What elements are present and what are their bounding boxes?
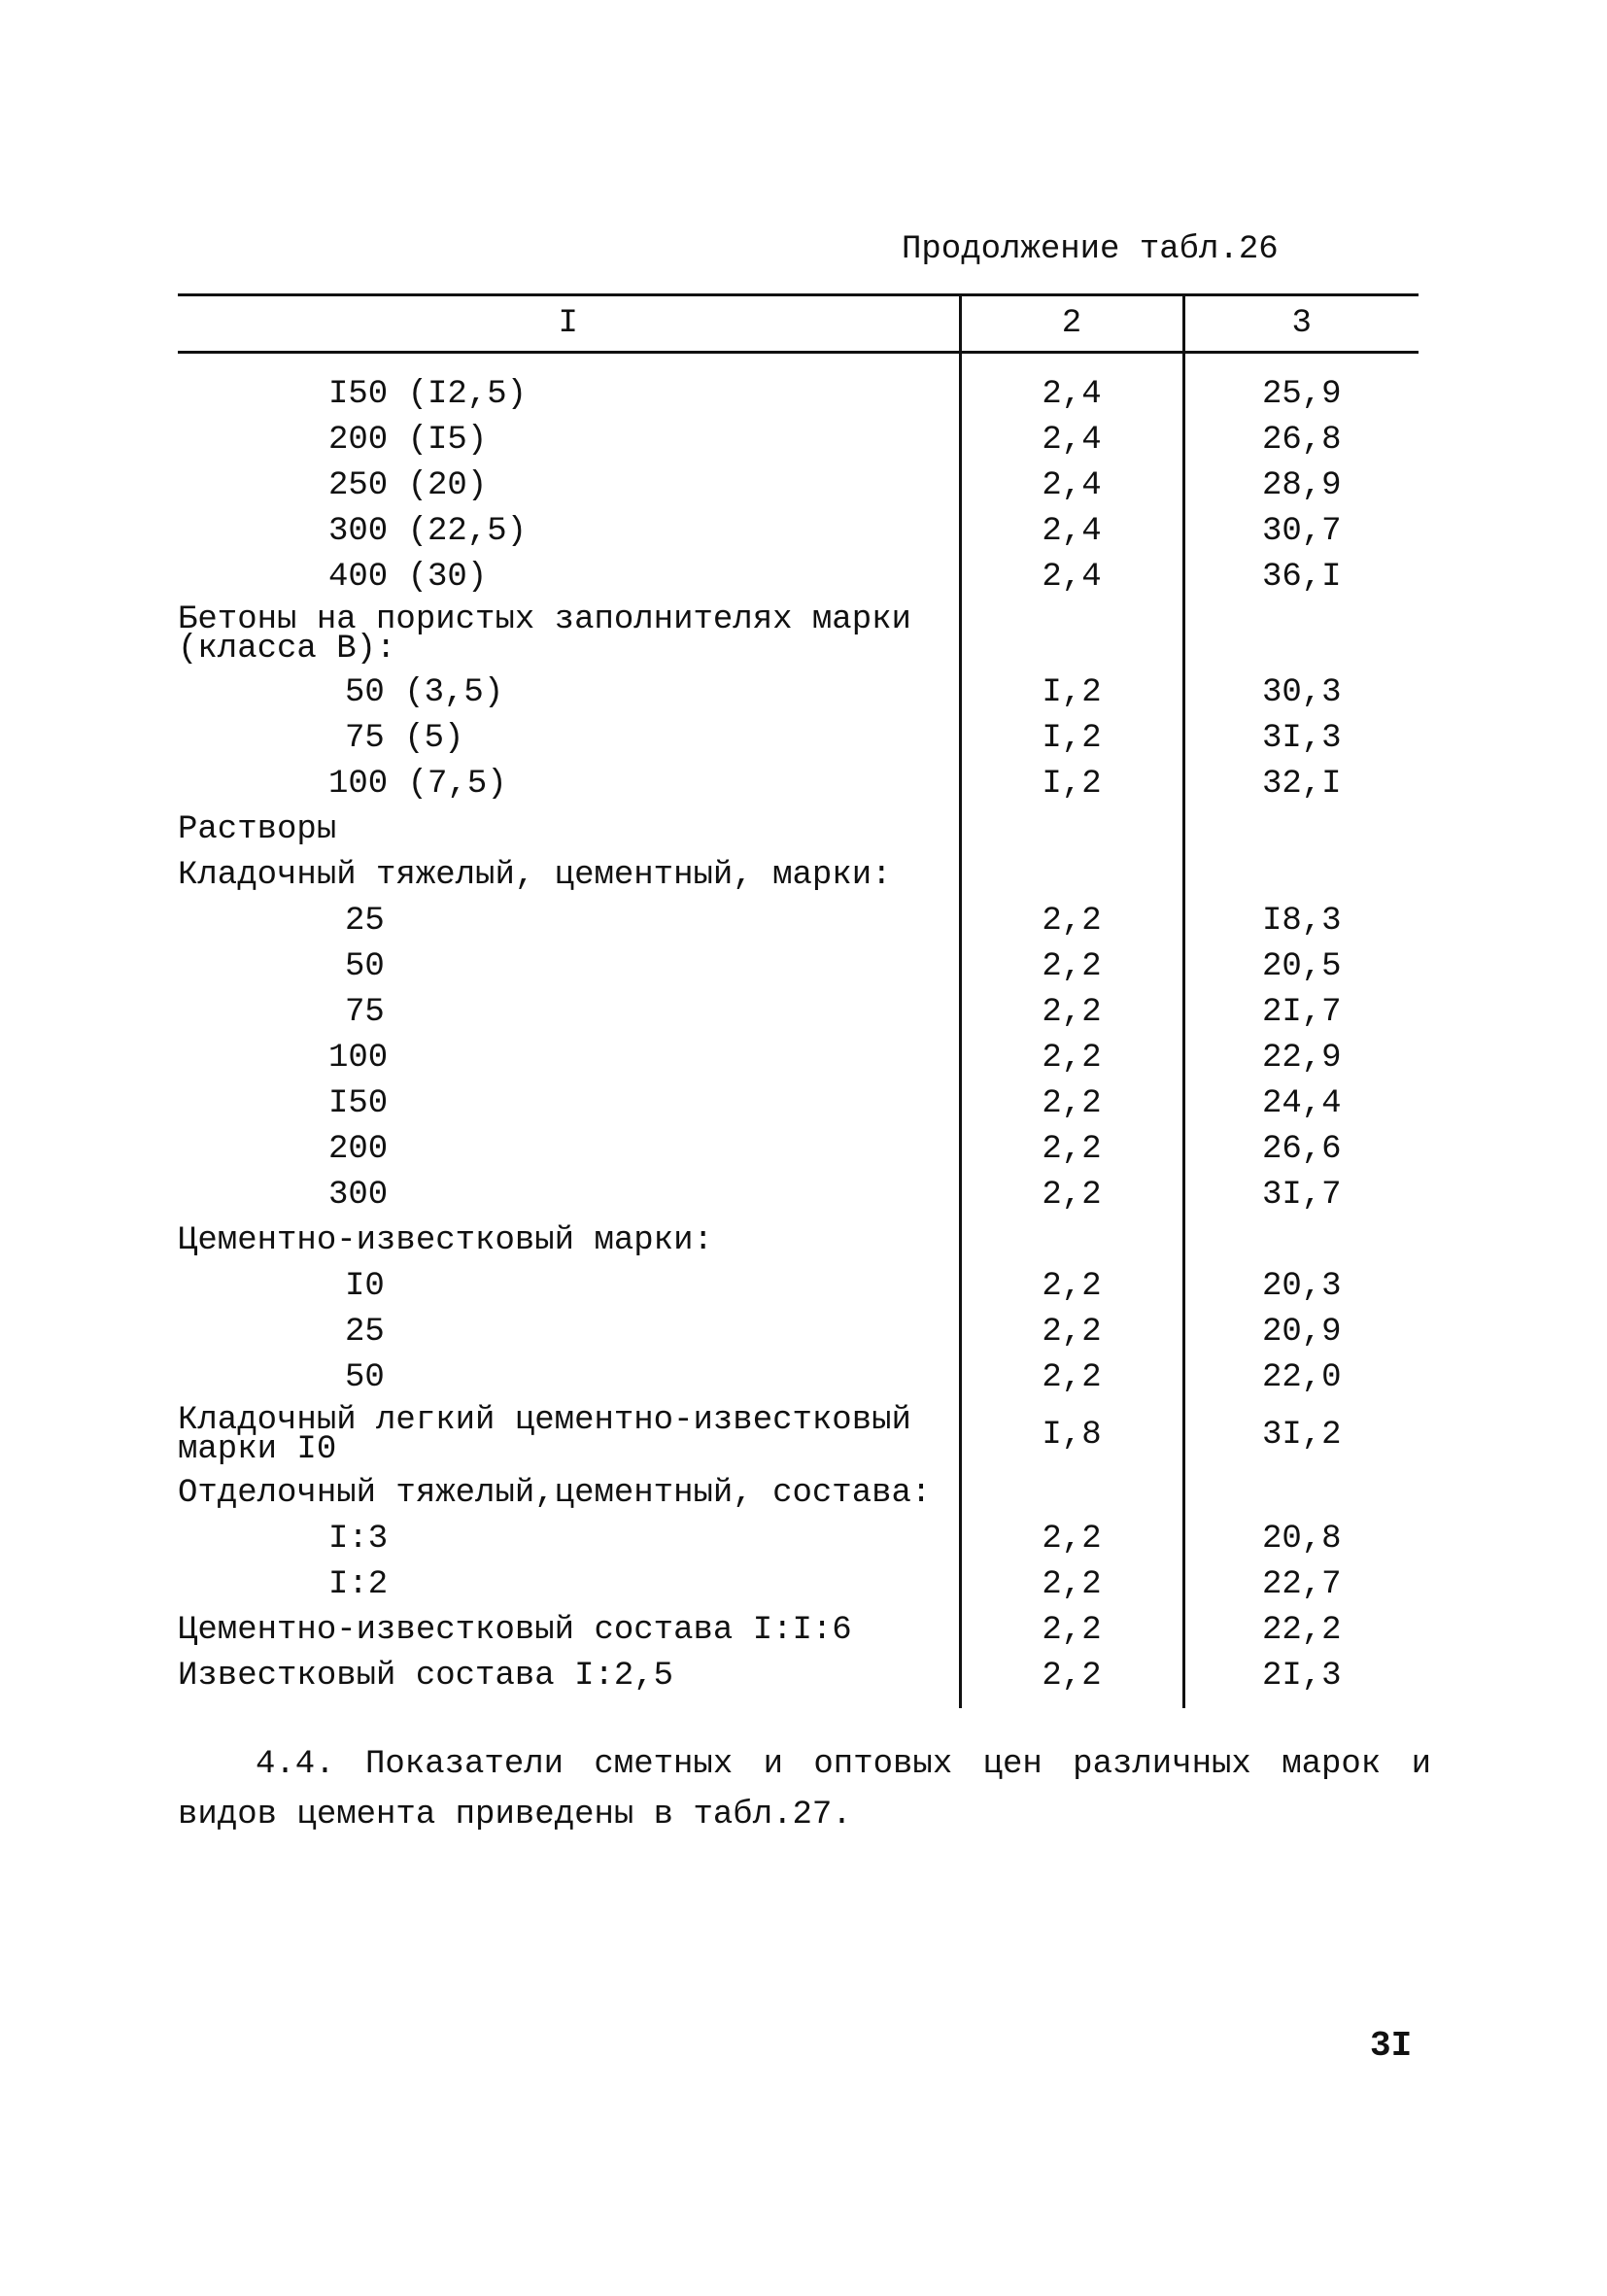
row-value-col2: 2,4 [960, 463, 1183, 508]
table-row [178, 852, 1419, 898]
row-value-col2: 2,4 [960, 508, 1183, 554]
table-row [178, 417, 1419, 463]
row-label: 300 (22,5) [328, 512, 528, 550]
row-value-col3 [1183, 806, 1419, 852]
row-value-col2: 2,2 [960, 1354, 1183, 1400]
table-row [178, 943, 1419, 989]
table-header-row [178, 295, 1419, 353]
row-value-col2: 2,2 [960, 1080, 1183, 1126]
table-row [178, 1217, 1419, 1263]
table-row [178, 669, 1419, 715]
row-value-col2 [960, 852, 1183, 898]
row-label: 100 [328, 1039, 389, 1077]
row-label: Цементно-известковый состава I:I:6 [178, 1611, 852, 1649]
row-label: 250 (20) [328, 466, 488, 504]
row-value-col3: 30,3 [1183, 669, 1419, 715]
row-label: 200 [328, 1130, 389, 1168]
row-value-col3: 22,2 [1183, 1607, 1419, 1653]
row-label: 25 [345, 1313, 385, 1351]
table-row [178, 989, 1419, 1035]
row-value-col2: 2,2 [960, 1516, 1183, 1561]
table-row [178, 1080, 1419, 1126]
table-row [178, 1263, 1419, 1309]
table-row [178, 554, 1419, 600]
row-label: 50 [345, 947, 385, 985]
table-row [178, 1470, 1419, 1516]
row-value-col2 [960, 1470, 1183, 1516]
table-row [178, 1400, 1419, 1470]
row-label: 200 (I5) [328, 421, 488, 459]
table-row [178, 898, 1419, 943]
row-value-col2: 2,4 [960, 417, 1183, 463]
row-value-col2: 2,2 [960, 898, 1183, 943]
row-label: Бетоны на пористых заполнителях марки (класса B): [178, 601, 911, 668]
row-value-col2 [960, 600, 1183, 669]
row-value-col3 [1183, 1217, 1419, 1263]
row-value-col2: I,2 [960, 761, 1183, 806]
row-label: 300 [328, 1176, 389, 1214]
row-value-col3: 28,9 [1183, 463, 1419, 508]
row-value-col3: 20,9 [1183, 1309, 1419, 1354]
row-value-col2 [960, 806, 1183, 852]
row-value-col3: 36,I [1183, 554, 1419, 600]
table-row [178, 1653, 1419, 1708]
row-label: 75 (5) [345, 719, 464, 757]
row-label: Цементно-известковый марки: [178, 1221, 713, 1259]
table-row [178, 1172, 1419, 1217]
row-value-col2: 2,2 [960, 1653, 1183, 1708]
row-value-col3: 22,0 [1183, 1354, 1419, 1400]
column-header-2: 2 [960, 295, 1183, 353]
table-row [178, 1561, 1419, 1607]
row-label: I50 (I2,5) [328, 375, 528, 413]
row-label: 100 (7,5) [328, 765, 507, 803]
row-value-col3: 30,7 [1183, 508, 1419, 554]
row-value-col2: I,8 [960, 1400, 1183, 1470]
table-row [178, 1035, 1419, 1080]
table-row [178, 353, 1419, 418]
table-row [178, 715, 1419, 761]
table-row [178, 1516, 1419, 1561]
data-table-container [178, 293, 1419, 1708]
row-label: Растворы [178, 810, 337, 848]
row-value-col2: 2,2 [960, 943, 1183, 989]
row-value-col2: 2,2 [960, 1035, 1183, 1080]
page-number: 3I [1370, 2026, 1413, 2066]
row-value-col3: 20,3 [1183, 1263, 1419, 1309]
row-value-col2: 2,2 [960, 1263, 1183, 1309]
row-value-col3: 2I,3 [1183, 1653, 1419, 1708]
row-value-col3: 2I,7 [1183, 989, 1419, 1035]
row-label: Кладочный легкий цементно-известковый марки I0 [178, 1402, 911, 1468]
row-value-col3: 20,8 [1183, 1516, 1419, 1561]
row-value-col3: 24,4 [1183, 1080, 1419, 1126]
table-row [178, 761, 1419, 806]
row-label: Кладочный тяжелый, цементный, марки: [178, 856, 892, 894]
paragraph-text: 4.4. Показатели сметных и оптовых цен различных марок и видов цемента приведены в табл.27. [178, 1746, 1431, 1833]
row-value-col3: 26,8 [1183, 417, 1419, 463]
row-value-col3: 22,9 [1183, 1035, 1419, 1080]
row-label: I0 [345, 1267, 385, 1305]
row-label: 50 (3,5) [345, 673, 504, 711]
row-value-col2: 2,2 [960, 1126, 1183, 1172]
row-value-col2 [960, 1217, 1183, 1263]
row-label: Отделочный тяжелый,цементный, состава: [178, 1474, 932, 1512]
table-row [178, 1354, 1419, 1400]
row-value-col2: 2,2 [960, 1309, 1183, 1354]
row-label: Известковый состава I:2,5 [178, 1657, 674, 1695]
row-value-col3: 32,I [1183, 761, 1419, 806]
row-value-col2: I,2 [960, 715, 1183, 761]
table-row [178, 463, 1419, 508]
data-table [178, 293, 1419, 1708]
table-row [178, 1126, 1419, 1172]
row-value-col2: 2,4 [960, 554, 1183, 600]
row-value-col3: 3I,3 [1183, 715, 1419, 761]
row-value-col3: 20,5 [1183, 943, 1419, 989]
table-row [178, 1607, 1419, 1653]
row-value-col3 [1183, 852, 1419, 898]
column-header-1: I [178, 295, 960, 353]
row-label: I50 [328, 1084, 389, 1122]
table-row [178, 806, 1419, 852]
row-value-col3 [1183, 1470, 1419, 1516]
row-value-col2: 2,2 [960, 1561, 1183, 1607]
row-value-col2: 2,2 [960, 1607, 1183, 1653]
row-label: 25 [345, 902, 385, 940]
column-header-3: 3 [1183, 295, 1419, 353]
row-value-col2: 2,4 [960, 353, 1183, 418]
row-value-col3: 3I,2 [1183, 1400, 1419, 1470]
row-label: I:2 [328, 1565, 389, 1603]
row-value-col3: 25,9 [1183, 353, 1419, 418]
row-value-col3: 26,6 [1183, 1126, 1419, 1172]
row-label: 50 [345, 1358, 385, 1396]
row-value-col2: 2,2 [960, 989, 1183, 1035]
table-row [178, 600, 1419, 669]
row-label: 75 [345, 993, 385, 1031]
row-value-col3: 22,7 [1183, 1561, 1419, 1607]
row-value-col3: I8,3 [1183, 898, 1419, 943]
row-value-col3 [1183, 600, 1419, 669]
row-value-col2: 2,2 [960, 1172, 1183, 1217]
table-row [178, 508, 1419, 554]
table-row [178, 1309, 1419, 1354]
row-value-col2: I,2 [960, 669, 1183, 715]
row-value-col3: 3I,7 [1183, 1172, 1419, 1217]
table-body [178, 353, 1419, 1709]
row-label: 400 (30) [328, 558, 488, 596]
row-label: I:3 [328, 1520, 389, 1558]
table-caption: Продолжение табл.26 [902, 231, 1279, 268]
